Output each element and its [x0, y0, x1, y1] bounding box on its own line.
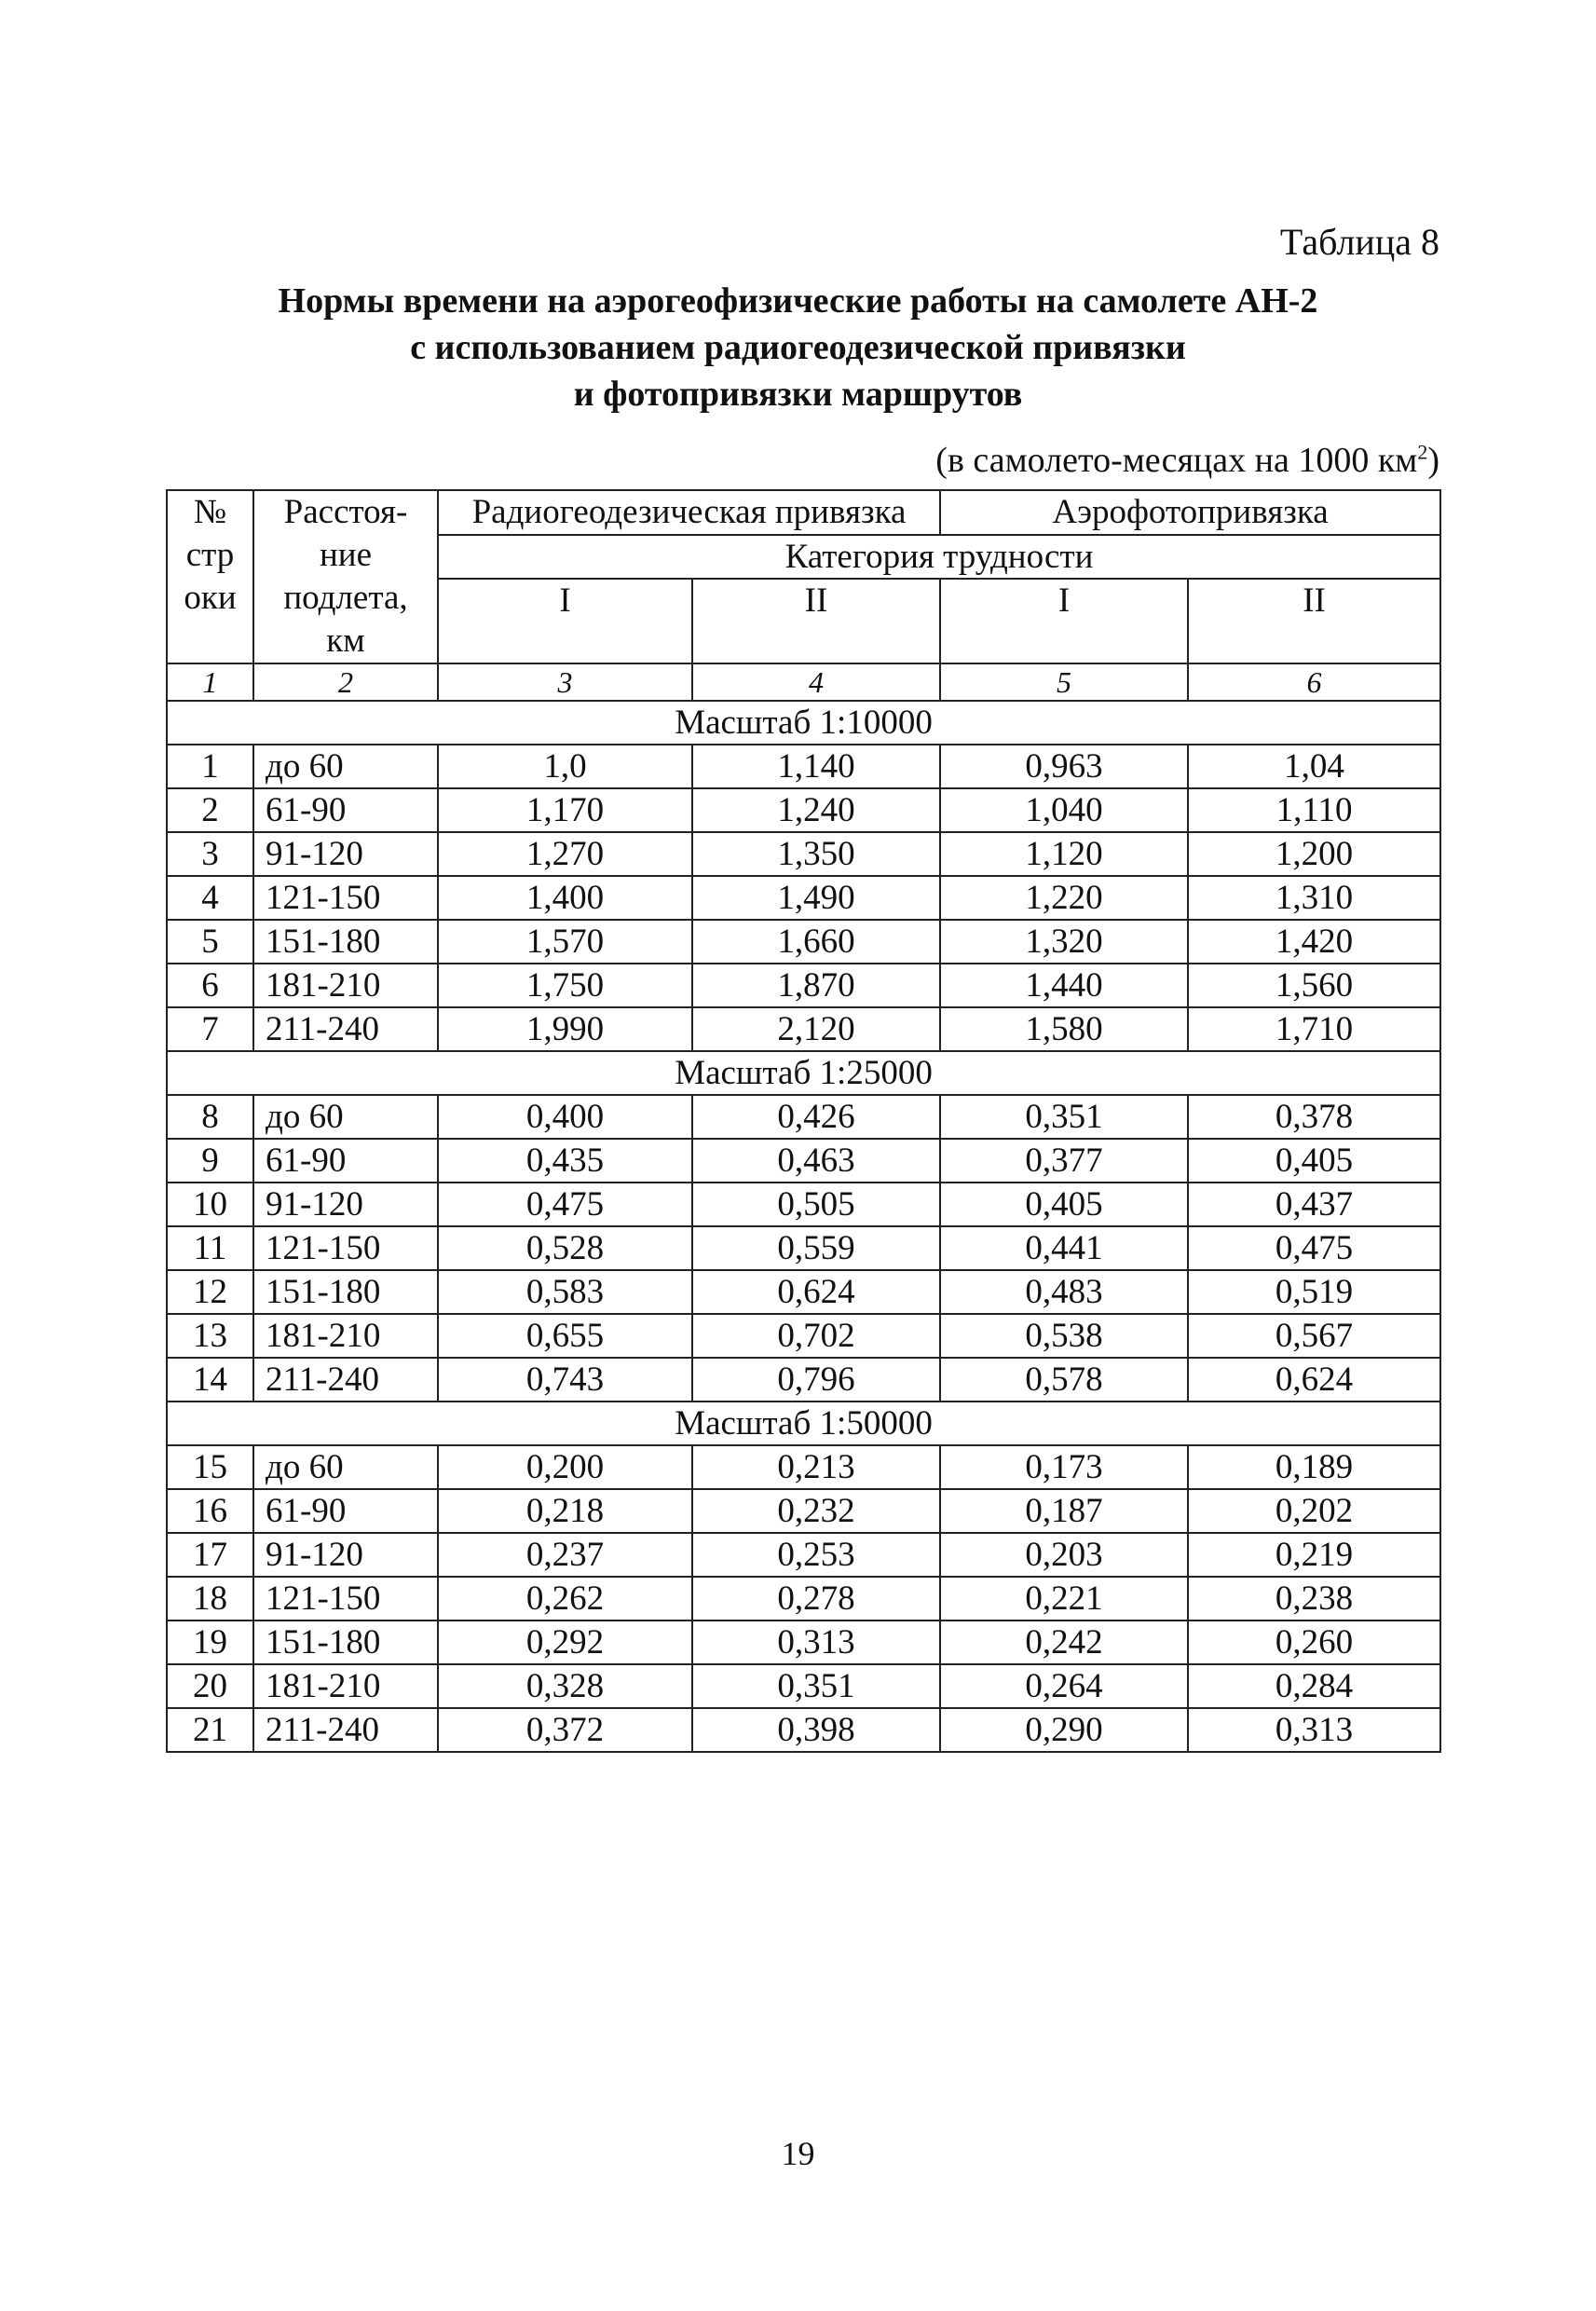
header-row-groups: [167, 490, 1440, 535]
column-number: 4: [692, 663, 940, 701]
cell-distance: 91-120: [253, 1183, 438, 1226]
table-row: [167, 1664, 1440, 1708]
header-aero-binding: Аэрофотопривязка: [940, 490, 1440, 535]
units-superscript: 2: [1417, 440, 1428, 464]
cell-aero-cat-1: 0,242: [940, 1620, 1188, 1664]
cell-radio-cat-1: 0,655: [438, 1314, 692, 1358]
cell-radio-cat-2: 1,140: [692, 745, 940, 788]
cell-aero-cat-2: 0,238: [1188, 1577, 1440, 1620]
cell-row-number: 19: [167, 1620, 253, 1664]
cell-row-number: 5: [167, 920, 253, 964]
cell-row-number: 2: [167, 788, 253, 832]
table-row: [167, 1183, 1440, 1226]
cell-aero-cat-2: 1,200: [1188, 832, 1440, 876]
cell-distance: 121-150: [253, 876, 438, 920]
cell-radio-cat-1: 0,528: [438, 1226, 692, 1270]
units-prefix: (в самолето-месяцах на 1000 км: [935, 441, 1418, 480]
cell-aero-cat-2: 0,378: [1188, 1095, 1440, 1139]
table-row: [167, 1226, 1440, 1270]
header-row-number: [167, 490, 253, 663]
section-title: Масштаб 1:50000: [167, 1402, 1440, 1445]
table-row: [167, 1620, 1440, 1664]
header-cat-aero-2: II: [1188, 579, 1440, 663]
cell-radio-cat-1: 0,435: [438, 1139, 692, 1183]
header-line: подлета,: [283, 579, 408, 617]
table-row: [167, 788, 1440, 832]
cell-radio-cat-2: 0,232: [692, 1489, 940, 1533]
header-line: Расстоя-: [283, 493, 408, 531]
cell-radio-cat-2: 0,426: [692, 1095, 940, 1139]
cell-aero-cat-1: 1,040: [940, 788, 1188, 832]
table-row: [167, 1095, 1440, 1139]
cell-aero-cat-1: 1,580: [940, 1007, 1188, 1051]
cell-aero-cat-2: 0,624: [1188, 1358, 1440, 1402]
cell-aero-cat-1: 0,351: [940, 1095, 1188, 1139]
title-line: Нормы времени на аэрогеофизические работы на самолете АН-2: [278, 281, 1318, 321]
cell-row-number: 18: [167, 1577, 253, 1620]
norms-table-body: [167, 490, 1440, 1752]
cell-radio-cat-2: 1,660: [692, 920, 940, 964]
cell-radio-cat-2: 0,398: [692, 1708, 940, 1752]
cell-radio-cat-2: 0,702: [692, 1314, 940, 1358]
cell-radio-cat-1: 0,475: [438, 1183, 692, 1226]
cell-radio-cat-1: 0,292: [438, 1620, 692, 1664]
cell-distance: 121-150: [253, 1226, 438, 1270]
cell-aero-cat-2: 1,310: [1188, 876, 1440, 920]
cell-aero-cat-1: 0,441: [940, 1226, 1188, 1270]
header-line: стр: [185, 536, 235, 574]
header-cat-aero-1: I: [940, 579, 1188, 663]
cell-radio-cat-1: 1,400: [438, 876, 692, 920]
cell-aero-cat-1: 0,187: [940, 1489, 1188, 1533]
cell-row-number: 15: [167, 1445, 253, 1489]
column-number: 5: [940, 663, 1188, 701]
header-radio-binding: Радиогеодезическая привязка: [438, 490, 940, 535]
cell-aero-cat-2: 1,110: [1188, 788, 1440, 832]
cell-row-number: 6: [167, 964, 253, 1007]
cell-aero-cat-1: 1,120: [940, 832, 1188, 876]
column-number: 2: [253, 663, 438, 701]
cell-distance: до 60: [253, 745, 438, 788]
cell-aero-cat-2: 1,420: [1188, 920, 1440, 964]
cell-radio-cat-1: 1,990: [438, 1007, 692, 1051]
cell-radio-cat-1: 1,170: [438, 788, 692, 832]
cell-radio-cat-1: 1,750: [438, 964, 692, 1007]
cell-radio-cat-2: 1,870: [692, 964, 940, 1007]
cell-distance: 61-90: [253, 788, 438, 832]
cell-distance: 91-120: [253, 1533, 438, 1577]
table-row: [167, 964, 1440, 1007]
table-row: [167, 1007, 1440, 1051]
cell-radio-cat-1: 0,328: [438, 1664, 692, 1708]
cell-aero-cat-1: 0,173: [940, 1445, 1188, 1489]
cell-aero-cat-2: 0,405: [1188, 1139, 1440, 1183]
cell-aero-cat-2: 1,560: [1188, 964, 1440, 1007]
cell-distance: 181-210: [253, 964, 438, 1007]
cell-aero-cat-2: 0,284: [1188, 1664, 1440, 1708]
cell-distance: 151-180: [253, 1270, 438, 1314]
cell-radio-cat-2: 0,213: [692, 1445, 940, 1489]
cell-distance: 151-180: [253, 920, 438, 964]
cell-radio-cat-2: 0,253: [692, 1533, 940, 1577]
cell-distance: 121-150: [253, 1577, 438, 1620]
cell-aero-cat-1: 1,220: [940, 876, 1188, 920]
cell-aero-cat-1: 0,221: [940, 1577, 1188, 1620]
cell-radio-cat-1: 0,372: [438, 1708, 692, 1752]
cell-aero-cat-1: 0,264: [940, 1664, 1188, 1708]
cell-row-number: 11: [167, 1226, 253, 1270]
cell-aero-cat-2: 0,567: [1188, 1314, 1440, 1358]
cell-distance: 91-120: [253, 832, 438, 876]
section-title: Масштаб 1:10000: [167, 701, 1440, 745]
cell-aero-cat-2: 0,437: [1188, 1183, 1440, 1226]
cell-aero-cat-2: 0,219: [1188, 1533, 1440, 1577]
cell-row-number: 16: [167, 1489, 253, 1533]
cell-radio-cat-2: 2,120: [692, 1007, 940, 1051]
table-label: Таблица 8: [1279, 221, 1439, 263]
header-category: Категория трудности: [438, 535, 1440, 580]
section-header-row: [167, 701, 1440, 745]
cell-distance: до 60: [253, 1095, 438, 1139]
cell-row-number: 10: [167, 1183, 253, 1226]
header-cat-radio-2: II: [692, 579, 940, 663]
header-distance: [253, 490, 438, 663]
table-row: [167, 1533, 1440, 1577]
cell-radio-cat-1: 0,200: [438, 1445, 692, 1489]
cell-radio-cat-2: 0,313: [692, 1620, 940, 1664]
cell-distance: 181-210: [253, 1664, 438, 1708]
cell-row-number: 7: [167, 1007, 253, 1051]
cell-radio-cat-1: 0,743: [438, 1358, 692, 1402]
cell-radio-cat-2: 1,490: [692, 876, 940, 920]
table-row: [167, 1358, 1440, 1402]
cell-row-number: 21: [167, 1708, 253, 1752]
header-line: ние: [319, 536, 373, 574]
title-line: и фотопривязки маршрутов: [573, 375, 1023, 414]
cell-aero-cat-2: 0,475: [1188, 1226, 1440, 1270]
cell-radio-cat-1: 1,0: [438, 745, 692, 788]
cell-distance: 181-210: [253, 1314, 438, 1358]
page-number: 19: [781, 2135, 815, 2172]
section-header-row: [167, 1402, 1440, 1445]
table-row: [167, 832, 1440, 876]
header-line: оки: [184, 579, 237, 617]
table-row: [167, 1445, 1440, 1489]
cell-row-number: 9: [167, 1139, 253, 1183]
cell-radio-cat-1: 0,583: [438, 1270, 692, 1314]
table-row: [167, 1489, 1440, 1533]
cell-radio-cat-2: 0,278: [692, 1577, 940, 1620]
cell-aero-cat-2: 0,313: [1188, 1708, 1440, 1752]
cell-aero-cat-1: 0,290: [940, 1708, 1188, 1752]
cell-aero-cat-1: 1,320: [940, 920, 1188, 964]
cell-aero-cat-2: 1,710: [1188, 1007, 1440, 1051]
units-note: [935, 440, 1439, 481]
table-row: [167, 876, 1440, 920]
cell-distance: 211-240: [253, 1358, 438, 1402]
norms-table: [166, 489, 1441, 1753]
cell-aero-cat-2: 0,189: [1188, 1445, 1440, 1489]
cell-radio-cat-1: 0,400: [438, 1095, 692, 1139]
cell-row-number: 17: [167, 1533, 253, 1577]
cell-row-number: 13: [167, 1314, 253, 1358]
cell-aero-cat-1: 0,377: [940, 1139, 1188, 1183]
cell-radio-cat-1: 0,237: [438, 1533, 692, 1577]
cell-radio-cat-1: 0,262: [438, 1577, 692, 1620]
cell-radio-cat-2: 0,796: [692, 1358, 940, 1402]
table-row: [167, 1314, 1440, 1358]
cell-radio-cat-2: 1,240: [692, 788, 940, 832]
header-line: км: [326, 622, 365, 660]
cell-radio-cat-2: 0,463: [692, 1139, 940, 1183]
cell-row-number: 4: [167, 876, 253, 920]
cell-aero-cat-1: 0,538: [940, 1314, 1188, 1358]
table-row: [167, 1708, 1440, 1752]
cell-row-number: 20: [167, 1664, 253, 1708]
cell-aero-cat-1: 0,483: [940, 1270, 1188, 1314]
cell-aero-cat-1: 0,578: [940, 1358, 1188, 1402]
header-line: №: [193, 493, 227, 531]
column-number: 6: [1188, 663, 1440, 701]
cell-aero-cat-2: 0,260: [1188, 1620, 1440, 1664]
cell-radio-cat-1: 0,218: [438, 1489, 692, 1533]
table-row: [167, 1577, 1440, 1620]
cell-radio-cat-2: 0,624: [692, 1270, 940, 1314]
units-suffix: ): [1427, 441, 1439, 480]
cell-distance: 61-90: [253, 1489, 438, 1533]
cell-aero-cat-1: 1,440: [940, 964, 1188, 1007]
table-row: [167, 1139, 1440, 1183]
section-header-row: [167, 1051, 1440, 1095]
table-row: [167, 920, 1440, 964]
section-title: Масштаб 1:25000: [167, 1051, 1440, 1095]
cell-aero-cat-1: 0,963: [940, 745, 1188, 788]
column-number-row: [167, 663, 1440, 701]
document-title: [0, 278, 1596, 417]
table-row: [167, 1270, 1440, 1314]
cell-distance: 211-240: [253, 1007, 438, 1051]
cell-radio-cat-2: 0,559: [692, 1226, 940, 1270]
cell-aero-cat-2: 1,04: [1188, 745, 1440, 788]
cell-distance: 151-180: [253, 1620, 438, 1664]
cell-distance: 61-90: [253, 1139, 438, 1183]
cell-row-number: 1: [167, 745, 253, 788]
cell-aero-cat-2: 0,519: [1188, 1270, 1440, 1314]
cell-radio-cat-1: 1,270: [438, 832, 692, 876]
cell-radio-cat-2: 1,350: [692, 832, 940, 876]
column-number: 1: [167, 663, 253, 701]
cell-row-number: 3: [167, 832, 253, 876]
header-cat-radio-1: I: [438, 579, 692, 663]
table-row: [167, 745, 1440, 788]
cell-row-number: 12: [167, 1270, 253, 1314]
cell-radio-cat-2: 0,505: [692, 1183, 940, 1226]
cell-row-number: 8: [167, 1095, 253, 1139]
cell-aero-cat-1: 0,405: [940, 1183, 1188, 1226]
title-line: с использованием радиогеодезической привязки: [410, 328, 1186, 367]
cell-radio-cat-2: 0,351: [692, 1664, 940, 1708]
cell-aero-cat-2: 0,202: [1188, 1489, 1440, 1533]
cell-distance: до 60: [253, 1445, 438, 1489]
cell-radio-cat-1: 1,570: [438, 920, 692, 964]
column-number: 3: [438, 663, 692, 701]
cell-row-number: 14: [167, 1358, 253, 1402]
cell-aero-cat-1: 0,203: [940, 1533, 1188, 1577]
cell-distance: 211-240: [253, 1708, 438, 1752]
